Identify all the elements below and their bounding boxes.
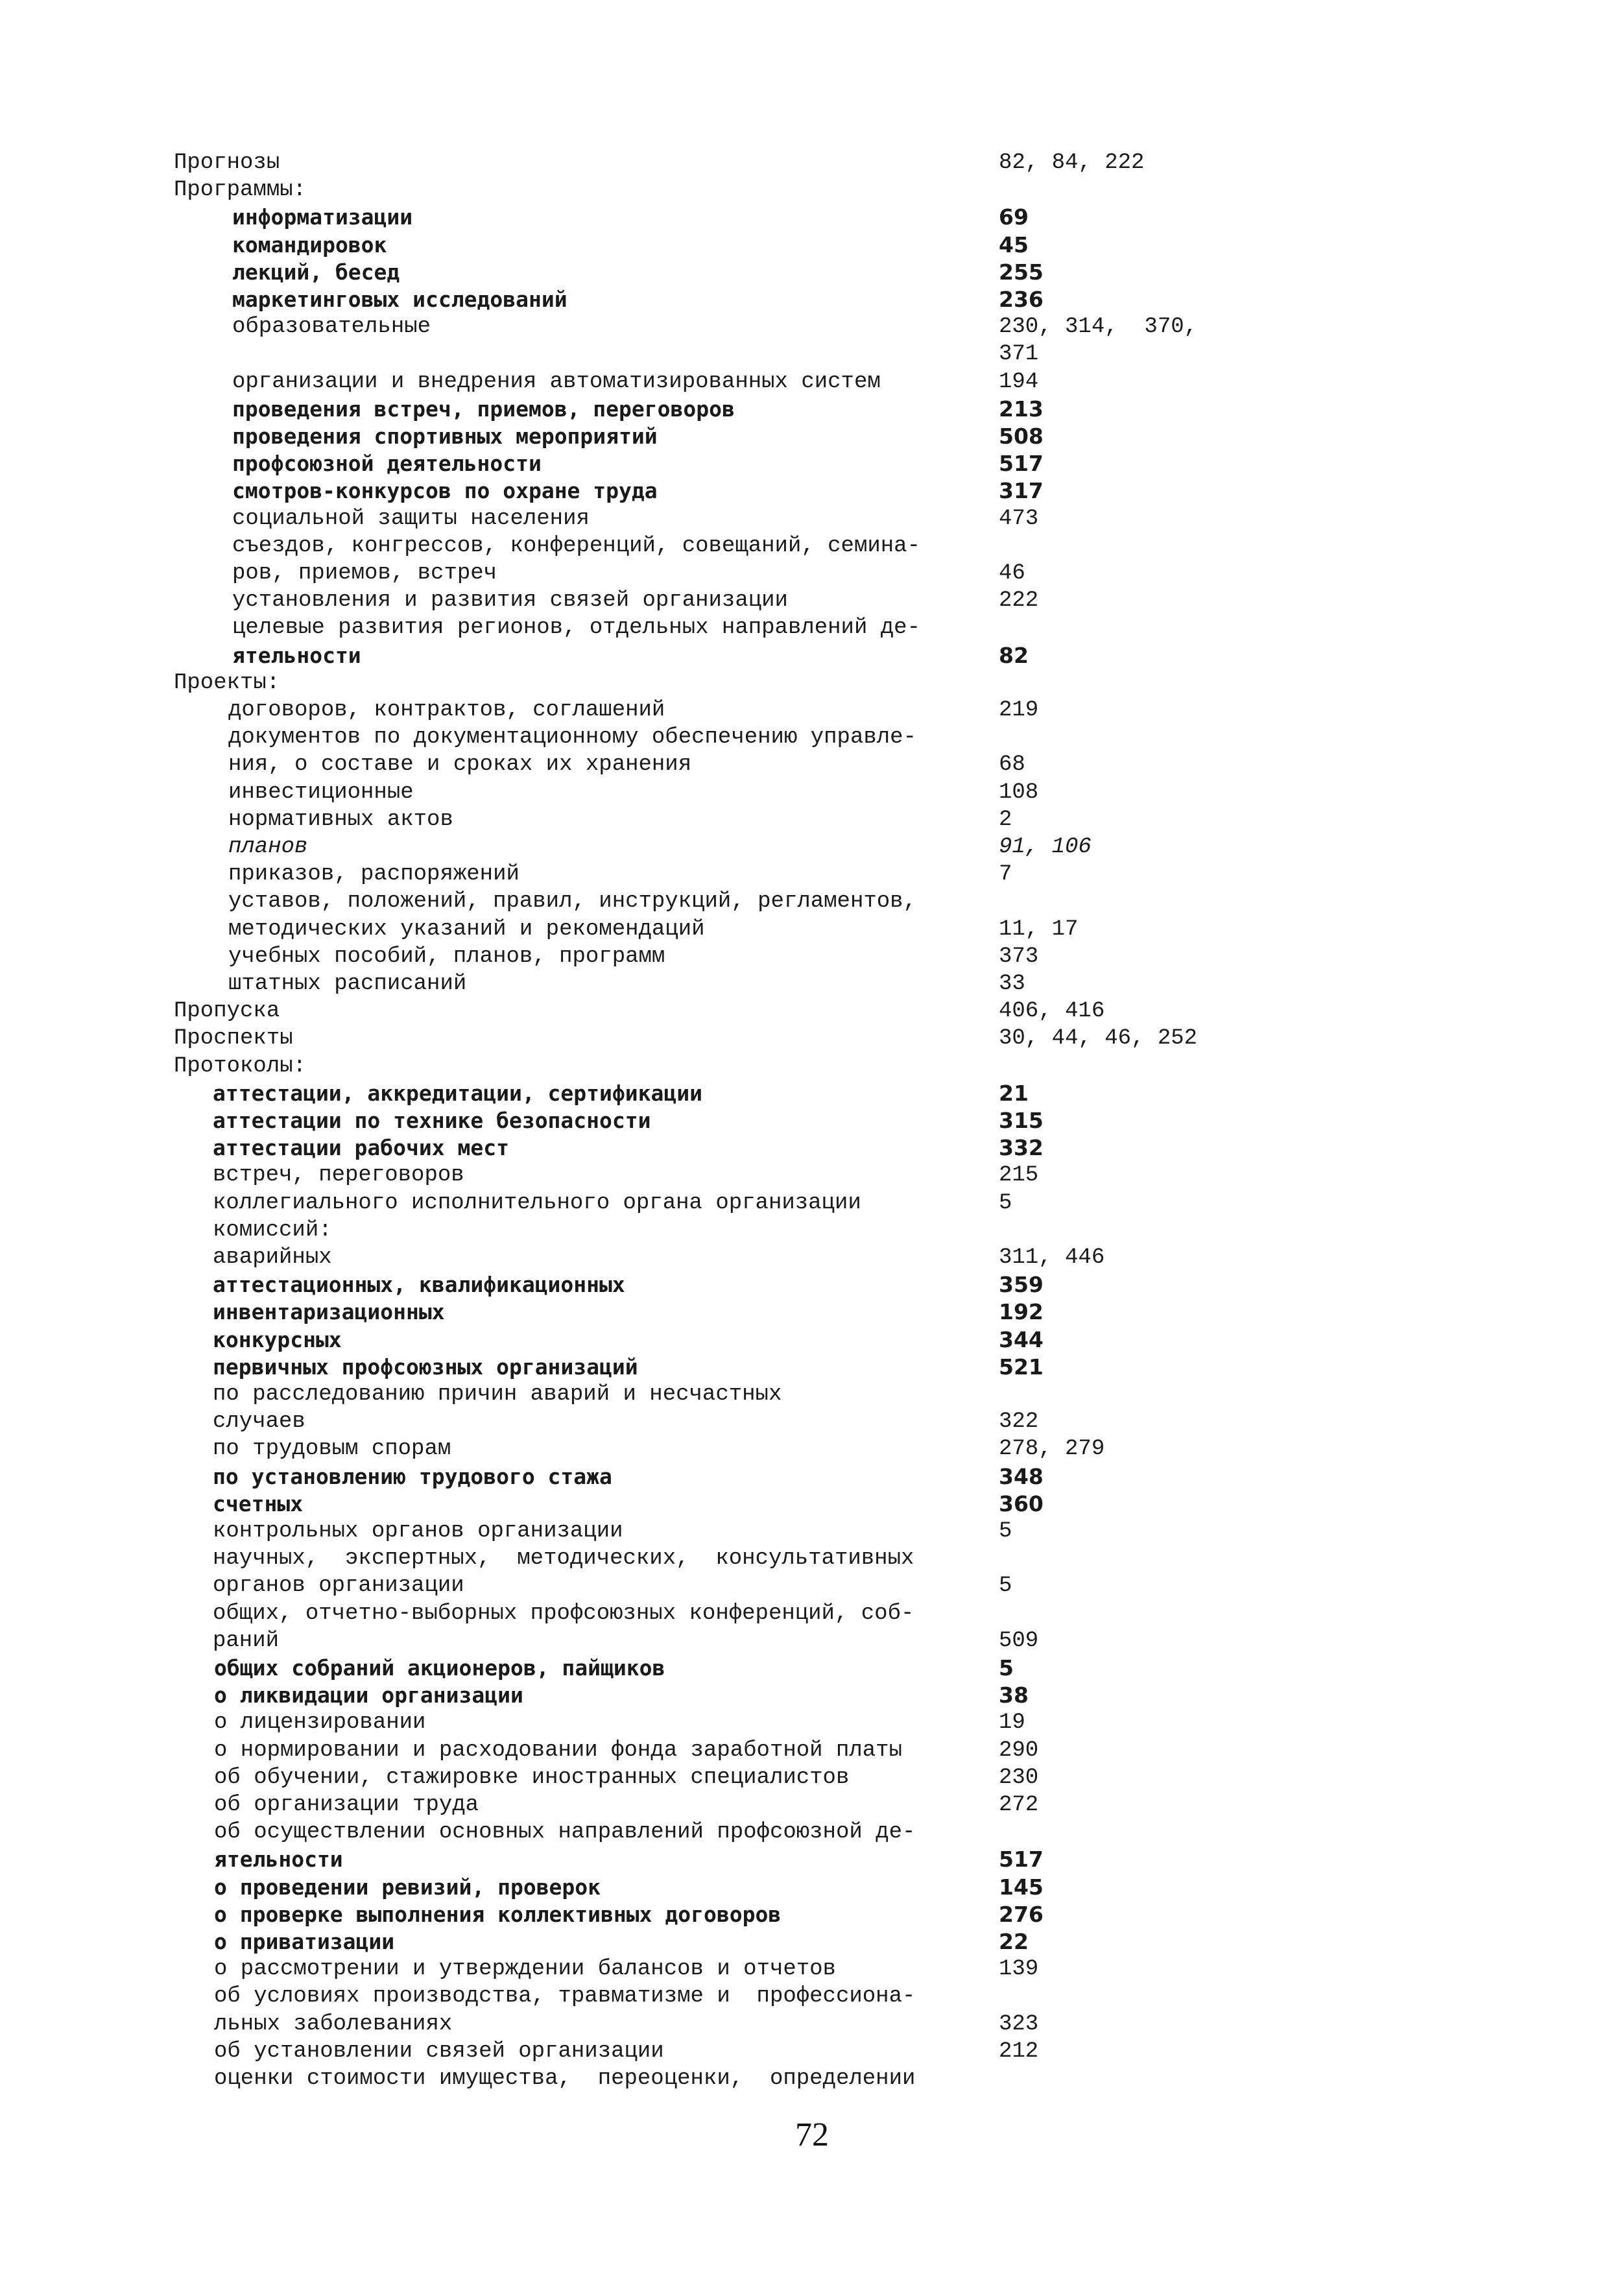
index-entry [0,1956,1624,1983]
index-entry [0,560,1624,587]
entry-pages: 5 [999,1573,1012,1599]
entry-term: командировок [232,232,387,257]
entry-pages: 69 [999,204,1029,230]
entry-term: ния, о составе и сроках их хранения [228,752,692,778]
entry-pages: 236 [999,287,1044,312]
index-entry [0,2065,1624,2092]
entry-term: коллегиального исполнительного органа организации [213,1190,861,1215]
entry-pages: 272 [999,1793,1039,1817]
index-entry [0,1600,1624,1627]
entry-term: о приватизации [214,1929,395,1954]
entry-term: научных, экспертных, методических, консультативных [213,1546,914,1572]
entry-term: об осуществлении основных направлений профсоюзной де- [214,1820,916,1845]
entry-pages: 219 [999,698,1039,723]
entry-term: учебных пособий, планов, программ [228,944,665,969]
entry-term: Протоколы: [174,1053,307,1079]
entry-pages: 323 [999,2011,1039,2037]
entry-term: аварийных [213,1245,332,1270]
index-entry [0,1983,1624,2010]
entry-term: ятельности [214,1847,343,1872]
entry-pages: 517 [999,1847,1044,1872]
index-entry [0,313,1624,341]
entry-term: первичных профсоюзных организаций [213,1354,638,1380]
entry-term: аттестации по технике безопасности [213,1108,651,1133]
entry-term: проведения спортивных мероприятий [232,424,658,449]
entry-pages: 255 [999,259,1044,285]
entry-term: методических указаний и рекомендаций [228,916,705,942]
entry-term: договоров, контрактов, соглашений [228,698,665,723]
index-entry [0,998,1624,1025]
index-entry [0,1298,1624,1326]
entry-pages: 212 [999,2039,1039,2064]
index-entry [0,1737,1624,1764]
index-entry [0,1901,1624,1928]
entry-pages: 82 [999,642,1029,668]
index-entry [0,1025,1624,1052]
entry-pages: 33 [999,972,1025,996]
entry-term: смотров-конкурсов по охране труда [232,478,658,504]
entry-pages: 517 [999,451,1044,477]
entry-term: социальной защиты населения [232,506,590,531]
entry-term: приказов, распоряжений [228,862,519,887]
index-entry [0,1627,1624,1655]
entry-pages: 230, 314, 370, [999,315,1198,340]
index-entry [0,861,1624,888]
entry-term: оценки стоимости имущества, переоценки, определении [214,2066,916,2091]
index-entry [0,505,1624,532]
entry-pages: 139 [999,1957,1039,1982]
entry-pages: 108 [999,780,1039,805]
entry-term: образовательные [232,315,431,340]
entry-term: контрольных органов организации [213,1519,623,1544]
index-entry [0,751,1624,778]
entry-pages: 21 [999,1080,1029,1106]
entry-term: лекций, бесед [232,259,400,285]
entry-pages: 145 [999,1874,1044,1900]
entry-pages: 508 [999,424,1044,449]
entry-pages: 22 [999,1929,1029,1954]
entry-term: комиссий: [213,1217,332,1243]
index-entry [0,2038,1624,2065]
entry-pages: 192 [999,1299,1044,1325]
entry-term: инвестиционные [228,780,414,805]
entry-pages: 322 [999,1409,1039,1435]
index-entry [0,368,1624,396]
entry-term: аттестации рабочих мест [213,1135,509,1161]
index-entry [0,642,1624,669]
entry-pages: 45 [999,232,1029,257]
entry-pages: 332 [999,1135,1044,1161]
entry-pages: 194 [999,369,1039,394]
index-entry [0,916,1624,943]
index-entry [0,450,1624,477]
entry-term: съездов, конгрессов, конференций, совещаний, семина- [232,533,920,558]
page-number: 72 [795,2116,829,2153]
index-entry [0,943,1624,970]
entry-term: об установлении связей организации [214,2039,664,2064]
entry-term: уставов, положений, правил, инструкций, регламентов, [228,889,916,915]
index-entry [0,1655,1624,1682]
index-entry [0,1244,1624,1271]
entry-term: аттестации, аккредитации, сертификации [213,1080,702,1106]
index-entry [0,1107,1624,1134]
index-entry [0,259,1624,286]
index-entry [0,587,1624,614]
entry-term: Проспекты [174,1026,293,1051]
entry-pages: 82, 84, 222 [999,150,1145,175]
index-entry [0,1190,1624,1217]
index-entry [0,806,1624,833]
index-entry [0,1080,1624,1107]
entry-term: о проведении ревизий, проверок [214,1874,601,1900]
entry-term: по трудовым спорам [213,1437,451,1462]
index-entry [0,1764,1624,1791]
index-entry [0,1381,1624,1408]
index-entry [0,669,1624,697]
entry-term: целевые развития регионов, отдельных направлений де- [232,616,920,641]
entry-pages: 373 [999,944,1039,969]
entry-term: Проекты: [174,670,280,695]
index-entry [0,1217,1624,1244]
entry-pages: 473 [999,506,1039,531]
entry-pages: 315 [999,1108,1044,1133]
entry-pages: 278, 279 [999,1437,1105,1462]
entry-pages: 215 [999,1163,1039,1188]
entry-pages: 348 [999,1463,1044,1489]
entry-pages: 521 [999,1354,1044,1380]
entry-pages: 509 [999,1628,1039,1653]
entry-pages: 371 [999,342,1039,367]
entry-term: Пропуска [174,999,280,1024]
index-entry [0,341,1624,368]
index-entry [0,1846,1624,1873]
entry-term: документов по документационному обеспечению управле- [228,725,916,750]
index-entry [0,1326,1624,1354]
index-entry [0,1053,1624,1080]
entry-term: информатизации [232,204,413,230]
entry-term: о ликвидации организации [214,1682,523,1708]
entry-pages: 360 [999,1490,1044,1516]
index-entry [0,149,1624,176]
entry-term: органов организации [213,1573,464,1599]
entry-term: профсоюзной деятельности [232,451,542,477]
entry-pages: 311, 446 [999,1245,1105,1270]
index-entry [0,1874,1624,1901]
entry-term: организации и внедрения автоматизированных систем [232,369,881,394]
entry-pages: 359 [999,1272,1044,1298]
index-entry [0,1545,1624,1572]
entry-pages: 91, 106 [999,835,1092,859]
entry-pages: 222 [999,588,1039,614]
index-entry [0,396,1624,423]
entry-term: штатных расписаний [228,972,467,996]
entry-pages: 213 [999,396,1044,422]
entry-pages: 5 [999,1655,1014,1681]
entry-term: об условиях производства, травматизме и профессиона- [214,1984,916,2009]
entry-pages: 11, 17 [999,916,1079,942]
entry-pages: 344 [999,1326,1044,1352]
entry-term: планов [228,835,308,859]
index-entry [0,1134,1624,1162]
entry-term: Прогнозы [174,150,280,175]
entry-term: общих, отчетно-выборных профсоюзных конференций, соб- [213,1601,914,1626]
index-entry [0,779,1624,806]
index-entry [0,204,1624,231]
entry-term: аттестационных, квалификационных [213,1272,625,1298]
index-entry [0,2011,1624,2038]
index-entry [0,1518,1624,1545]
index-entry [0,1463,1624,1490]
entry-pages: 276 [999,1901,1044,1927]
index-entry [0,1162,1624,1189]
entry-term: о лицензировании [214,1710,426,1736]
index-entry [0,477,1624,505]
index-entry [0,833,1624,861]
entry-pages: 68 [999,752,1025,778]
entry-term: общих собраний акционеров, пайщиков [214,1655,665,1681]
entry-term: по установлению трудового стажа [213,1463,612,1489]
entry-pages: 7 [999,862,1012,887]
index-entry [0,697,1624,724]
entry-pages: 19 [999,1710,1025,1736]
index-entry [0,232,1624,259]
index-entry [0,724,1624,751]
index-entry [0,423,1624,450]
index-entry [0,1490,1624,1518]
entry-term: о нормировании и расходовании фонда заработной платы [214,1738,902,1763]
index-entry [0,286,1624,313]
entry-pages: 230 [999,1765,1039,1790]
index-entry [0,532,1624,560]
index-entry [0,970,1624,998]
index-entry [0,888,1624,915]
entry-pages: 46 [999,561,1025,586]
index-entry [0,1271,1624,1298]
entry-term: Программы: [174,178,307,203]
index-entry [0,1354,1624,1381]
entry-term: конкурсных [213,1326,342,1352]
entry-term: о проверке выполнения коллективных договоров [214,1901,782,1927]
entry-pages: 5 [999,1190,1012,1215]
entry-term: льных заболеваниях [214,2011,453,2037]
entry-term: случаев [213,1409,305,1435]
index-entry [0,1928,1624,1956]
entry-pages: 5 [999,1519,1012,1544]
entry-term: инвентаризационных [213,1299,445,1325]
entry-pages: 38 [999,1682,1029,1708]
entry-term: встреч, переговоров [213,1163,464,1188]
entry-pages: 2 [999,807,1012,832]
index-entry [0,1408,1624,1435]
index-entry [0,176,1624,204]
entry-term: раний [213,1628,280,1653]
entry-term: об обучении, стажировке иностранных специалистов [214,1765,850,1790]
index-entry [0,1819,1624,1846]
entry-pages: 317 [999,478,1044,504]
entry-term: о рассмотрении и утверждении балансов и отчетов [214,1957,836,1982]
index-entry [0,614,1624,641]
entry-pages: 290 [999,1738,1039,1763]
entry-term: об организации труда [214,1793,479,1817]
entry-term: счетных [213,1490,304,1516]
index-entry [0,1572,1624,1599]
entry-pages: 406, 416 [999,999,1105,1024]
entry-term: по расследованию причин аварий и несчастных [213,1382,782,1407]
entry-term: установления и развития связей организации [232,588,788,614]
entry-term: ятельности [232,642,361,668]
index-entry [0,1791,1624,1819]
index-entry [0,1709,1624,1736]
entry-term: ров, приемов, встреч [232,561,497,586]
entry-term: маркетинговых исследований [232,287,567,312]
entry-term: нормативных актов [228,807,453,832]
index-entry [0,1435,1624,1463]
entry-term: проведения встреч, приемов, переговоров [232,396,735,422]
entry-pages: 30, 44, 46, 252 [999,1026,1198,1051]
index-entry [0,1682,1624,1709]
